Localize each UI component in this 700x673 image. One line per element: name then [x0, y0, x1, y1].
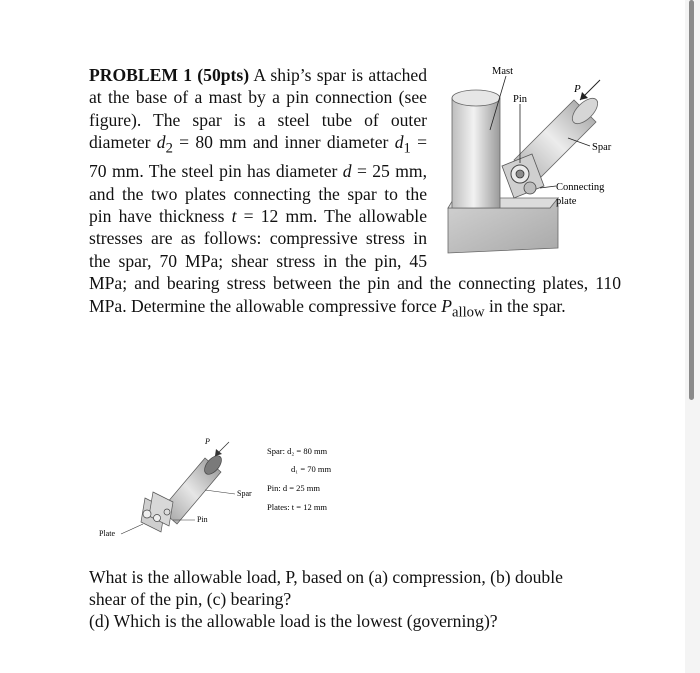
symbol-d1: d — [394, 132, 404, 153]
mast-tube — [452, 92, 500, 208]
pin-label: Pin — [197, 515, 208, 524]
subscript-2: 2 — [165, 140, 173, 157]
problem-heading: PROBLEM 1 (50pts) — [89, 65, 250, 85]
question-line-2: shear of the pin, (c) bearing? — [89, 589, 292, 609]
plate-leader — [121, 524, 143, 534]
spar-detail-figure — [95, 432, 385, 547]
problem-text: = 25 mm, and the two plates connecting the spar to the pin have thickness — [89, 161, 428, 226]
pin-end — [524, 182, 536, 194]
problem-text: = 70 mm. The steel pin has diameter — [89, 132, 427, 182]
subscript-allow: allow — [452, 304, 485, 321]
connecting-label-line1: Connecting — [556, 182, 605, 193]
problem-text: in the spar. — [484, 295, 566, 316]
pin-head — [154, 515, 161, 522]
dim-plates-t: Plates: t = 12 mm — [267, 502, 328, 512]
subscript-1: 1 — [403, 140, 411, 157]
spar-leader — [205, 490, 235, 494]
spar-label: Spar — [237, 489, 252, 498]
p-label: P — [205, 437, 210, 446]
problem-text: = 80 mm and inner diameter — [172, 132, 395, 153]
pin-head — [143, 510, 151, 518]
mast-top — [452, 90, 500, 106]
plate-label: Plate — [99, 529, 115, 538]
problem-text: = 12 mm. The allowable stresses are as follows: compressive stress in the spar, 70 MPa; shear stress in the pin, 45 MPa; and bearing stress between the pin and the connecting plates, 110 MPa. Determine the allowable compressive force — [89, 205, 621, 316]
problem-text: A ship’s spar is attached at the base of a mast by a pin connection (see figure). The spar is a steel tube of outer diameter — [89, 65, 427, 153]
mast-label: Mast — [492, 66, 513, 77]
pin-label: Pin — [513, 94, 528, 105]
question-line-3: (d) Which is the allowable load is the lowest (governing)? — [89, 611, 498, 631]
question-line-1: What is the allowable load, P, based on (a) compression, (b) double — [89, 567, 563, 587]
spar-label: Spar — [592, 142, 612, 153]
dim-spar-d1: d₁ = 70 mm — [291, 464, 332, 474]
symbol-d: d — [342, 161, 352, 182]
symbol-t: t — [231, 205, 237, 226]
p-label: P — [574, 83, 581, 95]
symbol-P: P — [441, 295, 452, 316]
pin-center — [516, 170, 524, 178]
dim-pin-d: Pin: d = 25 mm — [267, 483, 320, 493]
question-block — [89, 566, 649, 632]
symbol-d2: d — [156, 132, 166, 153]
vertical-scrollbar[interactable] — [689, 0, 694, 400]
pin-head — [164, 509, 170, 515]
connecting-label-line2: plate — [556, 196, 577, 207]
dim-spar-d2: Spar: d₂ = 80 mm — [267, 446, 328, 456]
mast-spar-figure — [440, 58, 630, 258]
